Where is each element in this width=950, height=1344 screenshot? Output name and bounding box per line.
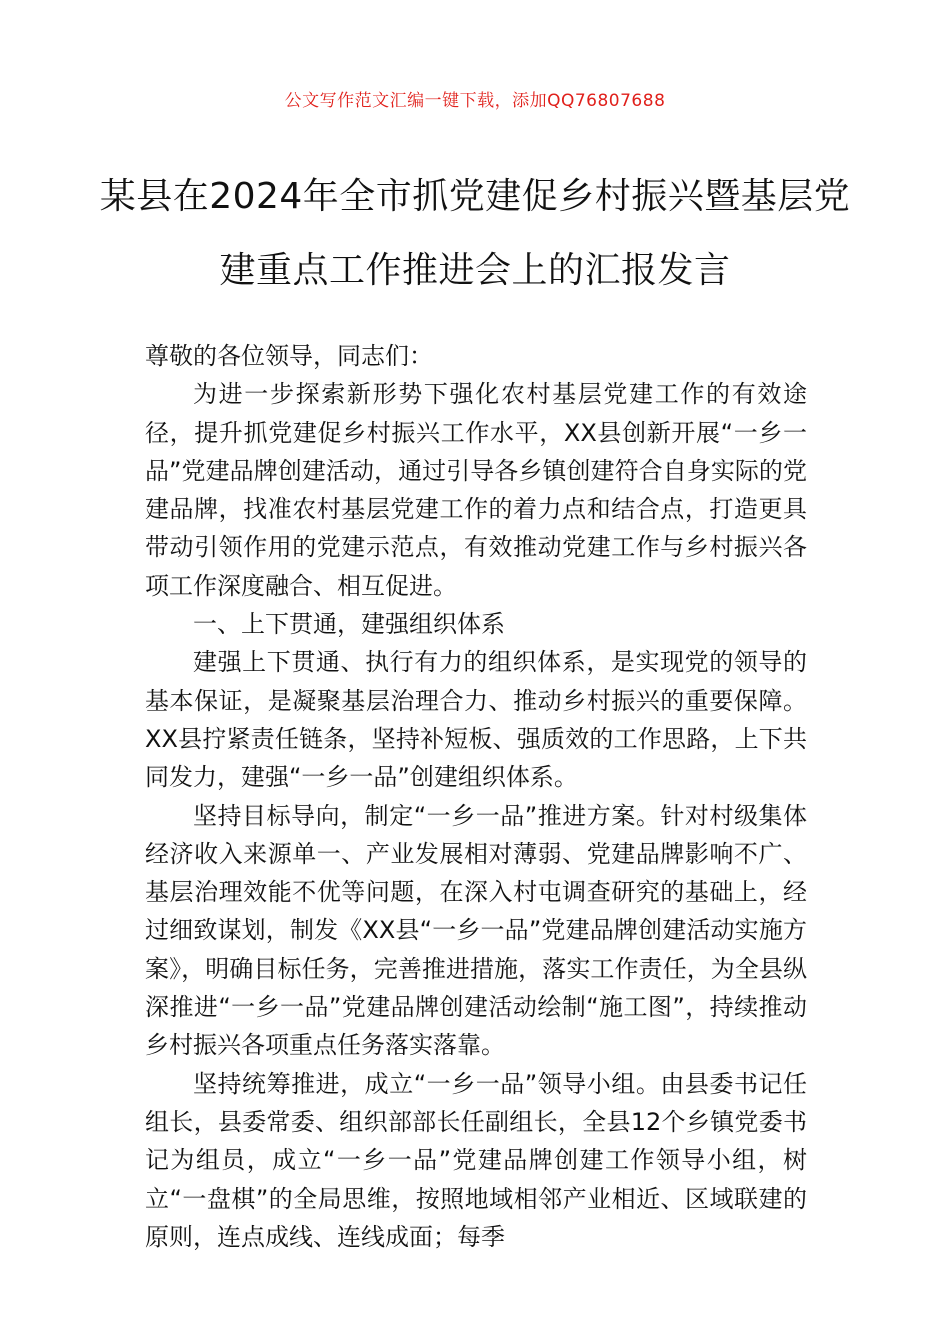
document-body — [145, 337, 807, 1256]
paragraph-leadership: 坚持统筹推进，成立“一乡一品”领导小组。由县委书记任组长，县委常委、组织部部长任副组长，全县12个乡镇党委书记为组员，成立“一乡一品”党建品牌创建工作领导小组，树立“一盘棋”的全局思维，按照地域相邻产业相近、区域联建的原则，连点成线、连线成面；每季 — [145, 1069, 807, 1251]
paragraph-intro: 为进一步探索新形势下强化农村基层党建工作的有效途径，提升抓党建促乡村振兴工作水平，XX县创新开展“一乡一品”党建品牌创建活动，通过引导各乡镇创建符合自身实际的党建品牌，找准农村基层党建工作的着力点和结合点，打造更具带动引领作用的党建示范点，有效推动党建工作与乡村振兴各项工作深度融合、相互促进。 — [145, 380, 807, 600]
section-heading-1: 一、上下贯通，建强组织体系 — [193, 610, 505, 639]
document-title: 某县在2024年全市抓党建促乡村振兴暨基层党建重点工作推进会上的汇报发言 — [99, 176, 851, 291]
salutation: 尊敬的各位领导，同志们： — [145, 342, 433, 370]
paragraph-plan: 坚持目标导向，制定“一乡一品”推进方案。针对村级集体经济收入来源单一、产业发展相对薄弱、党建品牌影响不广、基层治理效能不优等问题，在深入村屯调查研究的基础上，经过细致谋划，制发《XX县“一乡一品”党建品牌创建活动实施方案》，明确目标任务，完善推进措施，落实工作责任，为全县纵深推进“一乡一品”党建品牌创建活动绘制“施工图”，持续推动乡村振兴各项重点任务落实落靠。 — [145, 801, 807, 1060]
download-banner[interactable]: 公文写作范文汇编一键下载，添加QQ76807688 — [284, 91, 666, 111]
paragraph-section-1: 建强上下贯通、执行有力的组织体系，是实现党的领导的基本保证，是凝聚基层治理合力、推动乡村振兴的重要保障。XX县拧紧责任链条，坚持补短板、强质效的工作思路，上下共同发力，建强“一乡一品”创建组织体系。 — [145, 648, 807, 792]
